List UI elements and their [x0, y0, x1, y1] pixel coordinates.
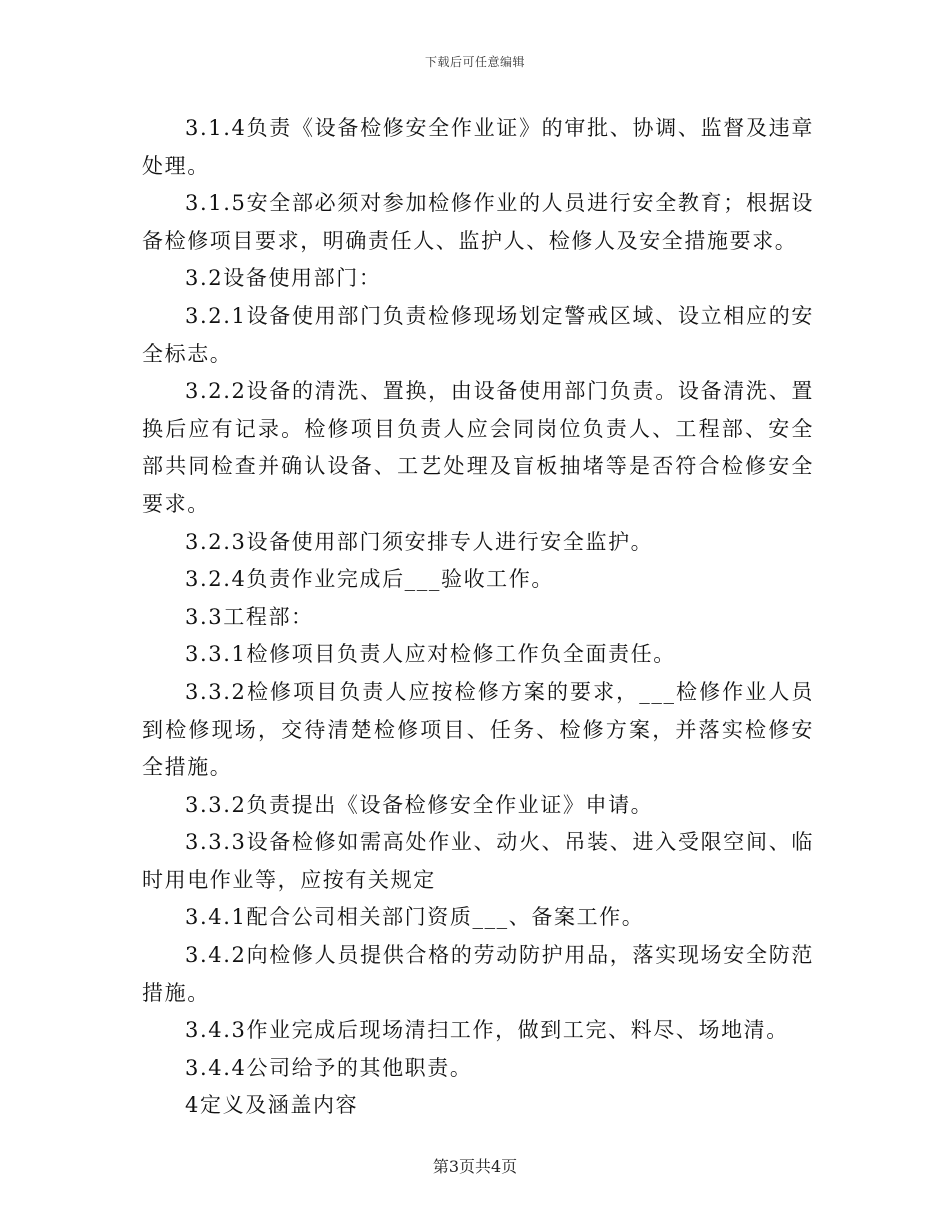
section-heading-3-3: 3.3工程部： [185, 604, 314, 629]
paragraph-3-2-4: 3.2.4负责作业完成后___验收工作。 [185, 567, 554, 592]
paragraph-3-1-5: 3.1.5安全部必须对参加检修作业的人员进行安全教育；根据设备检修项目要求，明确责任人、监护人、检修人及安全措施要求。 [142, 191, 814, 253]
paragraph-3-4-4: 3.4.4公司给予的其他职责。 [185, 1055, 473, 1080]
paragraph-3-4-3: 3.4.3作业完成后现场清扫工作，做到工完、料尽、场地清。 [185, 1018, 789, 1043]
paragraph-3-3-1: 3.3.1检修项目负责人应对检修工作负全面责任。 [185, 642, 676, 667]
document-body [142, 110, 814, 1125]
paragraph-3-2-2: 3.2.2设备的清洗、置换，由设备使用部门负责。设备清洗、置换后应有记录。检修项目负责人应会同岗位负责人、工程部、安全部共同检查并确认设备、工艺处理及盲板抽堵等是否符合检修安全要求。 [142, 379, 814, 516]
paragraph-3-3-2-a: 3.3.2检修项目负责人应按检修方案的要求，___检修作业人员到检修现场，交待清楚检修项目、任务、检修方案，并落实检修安全措施。 [142, 679, 814, 780]
paragraph-3-2-1: 3.2.1设备使用部门负责检修现场划定警戒区域、设立相应的安全标志。 [142, 303, 814, 366]
paragraph-3-4-1: 3.4.1配合公司相关部门资质___、备案工作。 [185, 905, 645, 930]
paragraph-3-3-2-b: 3.3.2负责提出《设备检修安全作业证》申请。 [185, 792, 654, 817]
page-footer: 第3页共4页 [432, 1157, 518, 1176]
section-heading-3-2: 3.2设备使用部门： [185, 266, 382, 291]
paragraph-3-3-3: 3.3.3设备检修如需高处作业、动火、吊装、进入受限空间、临时用电作业等，应按有关规定 [142, 830, 814, 892]
paragraph-3-2-3: 3.2.3设备使用部门须安排专人进行安全监护。 [185, 529, 654, 554]
page-header: 下载后可任意编辑 [424, 55, 525, 69]
paragraph-3-1-4: 3.1.4负责《设备检修安全作业证》的审批、协调、监督及违章处理。 [142, 116, 814, 178]
section-heading-4: 4定义及涵盖内容 [185, 1093, 359, 1118]
paragraph-3-4-2: 3.4.2向检修人员提供合格的劳动防护用品，落实现场安全防范措施。 [142, 943, 814, 1005]
